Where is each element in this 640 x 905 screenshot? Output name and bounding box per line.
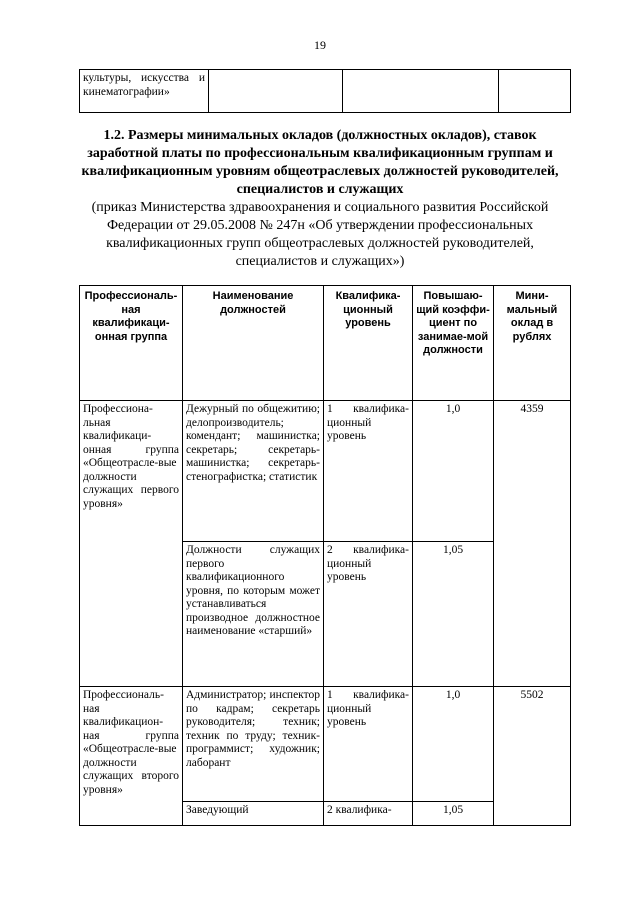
- positions-cell: Заведующий: [183, 802, 324, 826]
- group-cell: Профессиона-льная квалификаци-онная группа «Общеотрасле-вые должности служащих первого уровня»: [80, 401, 183, 687]
- previous-table-fragment: [79, 69, 571, 113]
- column-header: Мини-мальный оклад в рублях: [494, 286, 571, 401]
- salary-cell: 5502: [494, 687, 571, 826]
- group-cell: Профессиональ-ная квалификацион-ная группа «Общеотрасле-вые должности служащих второго уровня»: [80, 687, 183, 826]
- column-header: Наименование должностей: [183, 286, 324, 401]
- level-cell: 2 квалифика-: [324, 802, 413, 826]
- coefficient-cell: 1,0: [413, 687, 494, 802]
- level-cell: 1 квалифика-ционный уровень: [324, 687, 413, 802]
- table-cell: [499, 70, 571, 113]
- table-cell: [343, 70, 499, 113]
- level-cell: 2 квалифика-ционный уровень: [324, 542, 413, 687]
- coefficient-cell: 1,05: [413, 802, 494, 826]
- table-header-row: [80, 286, 571, 401]
- section-title: 1.2. Размеры минимальных окладов (должностных окладов), ставок заработной платы по профессиональным квалификационным группам и квалификационным уровням общеотраслевых должностей руководителей, специалистов и служащих: [81, 128, 559, 197]
- column-header: Квалифика-ционный уровень: [324, 286, 413, 401]
- section-heading: [70, 127, 570, 271]
- coefficient-cell: 1,0: [413, 401, 494, 542]
- table-row: [80, 401, 571, 542]
- salary-cell: 4359: [494, 401, 571, 687]
- level-cell: 1 квалифика-ционный уровень: [324, 401, 413, 542]
- column-header: Повышаю-щий коэффи-циент по занимае-мой должности: [413, 286, 494, 401]
- positions-cell: Администратор; инспектор по кадрам; секретарь руководителя; техник; техник по труду; техник-программист; художник; лаборант: [183, 687, 324, 802]
- section-subtitle: (приказ Министерства здравоохранения и социального развития Российской Федерации от 29.05.2008 № 247н «Об утверждении профессиональных квалификационных групп общеотраслевых должностей руководителей, специалистов и служащих»): [91, 200, 549, 269]
- column-header: Профессиональ-ная квалификаци-онная группа: [80, 286, 183, 401]
- positions-cell: Должности служащих первого квалификационного уровня, по которым может устанавливаться производное должностное наименование «старший»: [183, 542, 324, 687]
- table-row: [80, 687, 571, 802]
- page-number: 19: [314, 38, 326, 52]
- table-cell: культуры, искусства и кинематографии»: [80, 70, 209, 113]
- positions-cell: Дежурный по общежитию; делопроизводитель; комендант; машинистка; секретарь; секретарь-машинистка; секретарь-стенографистка; статистик: [183, 401, 324, 542]
- salary-table: [79, 285, 571, 826]
- coefficient-cell: 1,05: [413, 542, 494, 687]
- table-cell: [209, 70, 343, 113]
- table-row: [80, 70, 571, 113]
